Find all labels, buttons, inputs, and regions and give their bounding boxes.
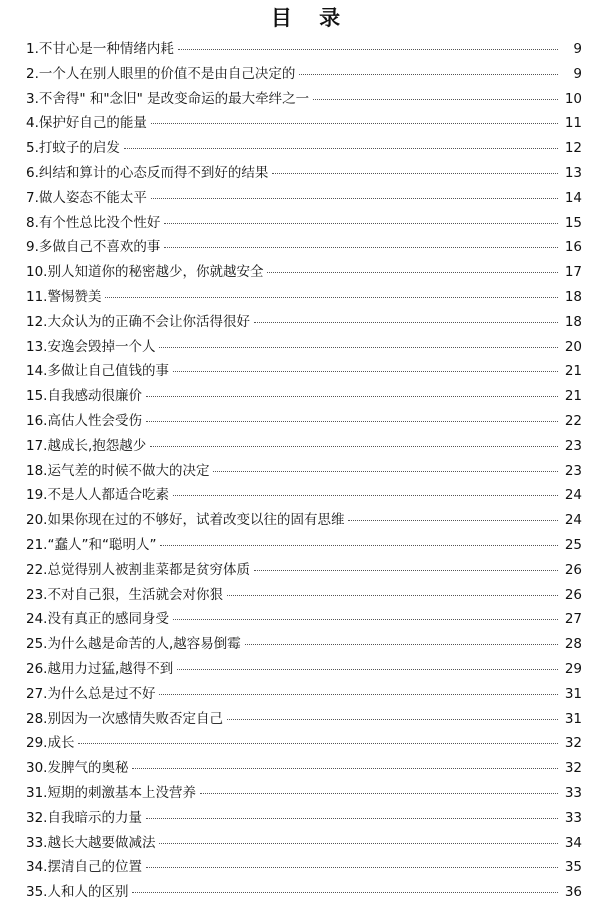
toc-entry-page-number: 22 [564,412,582,429]
toc-entry-page-number: 10 [564,90,582,107]
toc-entry-page-number: 9 [573,65,582,82]
toc-entry-title: 13.安逸会毁掉一个人 [26,338,156,355]
toc-entry-title: 12.大众认为的正确不会让你活得很好 [26,313,250,330]
toc-entry[interactable] [26,260,582,285]
toc-dot-leader [227,719,558,720]
toc-dot-leader [159,694,558,695]
toc-dot-leader [267,272,558,273]
toc-entry-page-number: 26 [564,586,582,603]
toc-entry-page-number: 29 [564,660,582,677]
toc-entry-page-number: 35 [564,859,582,876]
toc-entry-title: 25.为什么越是命苦的人,越容易倒霉 [26,636,241,653]
toc-entry-page-number: 33 [564,809,582,826]
toc-entry-title: 16.高估人性会受伤 [26,412,142,429]
toc-entry-title: 3.不舍得" 和"念旧" 是改变命运的最大牵绊之一 [26,90,310,107]
toc-entry-page-number: 15 [564,214,582,231]
toc-entry[interactable] [26,384,582,409]
toc-entry[interactable] [26,855,582,880]
toc-entry-title: 28.别因为一次感情失败否定自己 [26,710,223,727]
toc-dot-leader [78,743,558,744]
toc-entry[interactable] [26,806,582,831]
toc-entry-page-number: 32 [564,735,582,752]
toc-dot-leader [146,421,558,422]
toc-entry[interactable] [26,533,582,558]
toc-entry-title: 18.运气差的时候不做大的决定 [26,462,210,479]
toc-entry-page-number: 9 [573,41,582,57]
toc-entry-page-number: 13 [564,164,582,181]
toc-entry-title: 2.一个人在别人眼里的价值不是由自己决定的 [26,65,296,82]
toc-entry-title: 29.成长 [26,735,75,752]
toc-entry[interactable] [26,285,582,310]
toc-entry-page-number: 18 [564,288,582,305]
toc-dot-leader [313,99,558,100]
toc-entry-page-number: 28 [564,636,582,653]
toc-entry-title: 14.多做让自己值钱的事 [26,363,169,380]
toc-entry-title: 34.摆清自己的位置 [26,859,142,876]
toc-dot-leader [173,619,558,620]
toc-entry[interactable] [26,235,582,260]
toc-entry[interactable] [26,756,582,781]
toc-entry-title: 27.为什么总是过不好 [26,685,156,702]
toc-dot-leader [146,396,558,397]
toc-entry-title: 35.人和人的区别 [26,884,129,901]
toc-entry-page-number: 21 [564,388,582,405]
toc-entry[interactable] [26,409,582,434]
toc-dot-leader [245,644,558,645]
toc-entry-page-number: 27 [564,611,582,628]
toc-entry-page-number: 23 [564,437,582,454]
toc-entry-page-number: 34 [564,834,582,851]
toc-entry[interactable] [26,632,582,657]
toc-dot-leader [132,892,558,893]
toc-entry[interactable] [26,707,582,732]
toc-entry-page-number: 26 [564,561,582,578]
toc-entry[interactable] [26,37,582,62]
toc-dot-leader [173,495,558,496]
toc-dot-leader [173,371,558,372]
toc-entry[interactable] [26,62,582,87]
toc-entry-title: 9.多做自己不喜欢的事 [26,239,161,256]
toc-dot-leader [150,446,558,447]
toc-entry[interactable] [26,136,582,161]
toc-entry-title: 23.不对自己狠，生活就会对你狠 [26,586,223,603]
toc-dot-leader [200,793,558,794]
toc-entry-title: 6.纠结和算计的心态反而得不到好的结果 [26,164,269,181]
toc-entry[interactable] [26,483,582,508]
toc-dot-leader [132,768,558,769]
toc-entry-title: 21.“蠢人”和“聪明人” [26,536,157,553]
toc-entry-page-number: 18 [564,313,582,330]
toc-entry-title: 31.短期的刺激基本上没营养 [26,784,196,801]
toc-entry-title: 11.警惕赞美 [26,288,102,305]
toc-entry-title: 17.越成长,抱怨越少 [26,437,147,454]
toc-entry[interactable] [26,87,582,112]
toc-entry[interactable] [26,831,582,856]
toc-entry[interactable] [26,583,582,608]
toc-entry-page-number: 14 [564,189,582,206]
toc-entry-page-number: 21 [564,363,582,380]
toc-dot-leader [159,347,558,348]
toc-entry-page-number: 17 [564,264,582,281]
toc-entry-page-number: 24 [564,512,582,529]
toc-entry-title: 32.自我暗示的力量 [26,809,142,826]
toc-entry[interactable] [26,508,582,533]
toc-entry[interactable] [26,459,582,484]
toc-entry-title: 22.总觉得别人被割韭菜都是贫穷体质 [26,561,250,578]
toc-entry-title: 10.别人知道你的秘密越少，你就越安全 [26,264,264,281]
toc-entry[interactable] [26,880,582,905]
toc-entry[interactable] [26,781,582,806]
toc-entry-title: 15.自我感动很廉价 [26,388,142,405]
toc-entry[interactable] [26,558,582,583]
toc-entry[interactable] [26,211,582,236]
toc-entry[interactable] [26,335,582,360]
toc-entry[interactable] [26,310,582,335]
toc-entry-title: 8.有个性总比没个性好 [26,214,161,231]
toc-entry-title: 26.越用力过猛,越得不到 [26,660,174,677]
toc-entry-page-number: 33 [564,784,582,801]
toc-entry-title: 19.不是人人都适合吃素 [26,487,169,504]
toc-entry[interactable] [26,111,582,136]
toc-entry[interactable] [26,682,582,707]
toc-entry[interactable] [26,359,582,384]
toc-entry-page-number: 31 [564,710,582,727]
toc-dot-leader [164,247,558,248]
toc-dot-leader [164,223,558,224]
toc-entry-title: 33.越长大越要做减法 [26,834,156,851]
toc-entry[interactable] [26,607,582,632]
toc-entry-page-number: 25 [564,536,582,553]
toc-entry[interactable] [26,161,582,186]
toc-dot-leader [213,471,558,472]
toc-dot-leader [299,74,558,75]
table-of-contents [26,37,582,905]
toc-entry-title: 30.发脾气的奥秘 [26,760,129,777]
toc-dot-leader [177,669,558,670]
toc-entry-title: 20.如果你现在过的不够好，试着改变以往的固有思维 [26,512,345,529]
toc-entry-page-number: 24 [564,487,582,504]
toc-entry-page-number: 31 [564,685,582,702]
toc-entry-title: 1.不甘心是一种情绪内耗 [26,41,174,57]
toc-dot-leader [151,198,558,199]
page-title: 目 录 [270,6,351,30]
toc-entry-title: 24.没有真正的感同身受 [26,611,169,628]
toc-entry-page-number: 16 [564,239,582,256]
toc-entry[interactable] [26,434,582,459]
toc-dot-leader [348,520,558,521]
toc-entry[interactable] [26,186,582,211]
toc-dot-leader [272,173,558,174]
toc-entry-title: 7.做人姿态不能太平 [26,189,147,206]
toc-dot-leader [254,570,558,571]
toc-dot-leader [227,595,558,596]
toc-dot-leader [254,322,558,323]
toc-dot-leader [159,843,558,844]
toc-entry-page-number: 36 [564,884,582,901]
toc-dot-leader [146,867,558,868]
toc-entry[interactable] [26,657,582,682]
toc-entry-page-number: 11 [564,115,582,132]
toc-dot-leader [178,49,558,50]
toc-dot-leader [105,297,558,298]
toc-entry-page-number: 23 [564,462,582,479]
toc-entry[interactable] [26,731,582,756]
toc-entry-title: 4.保护好自己的能量 [26,115,147,132]
toc-entry-page-number: 12 [564,140,582,157]
toc-entry-title: 5.打蚊子的启发 [26,140,120,157]
toc-dot-leader [124,148,558,149]
toc-dot-leader [160,545,558,546]
toc-dot-leader [151,123,558,124]
toc-entry-page-number: 20 [564,338,582,355]
toc-dot-leader [146,818,558,819]
toc-entry-page-number: 32 [564,760,582,777]
